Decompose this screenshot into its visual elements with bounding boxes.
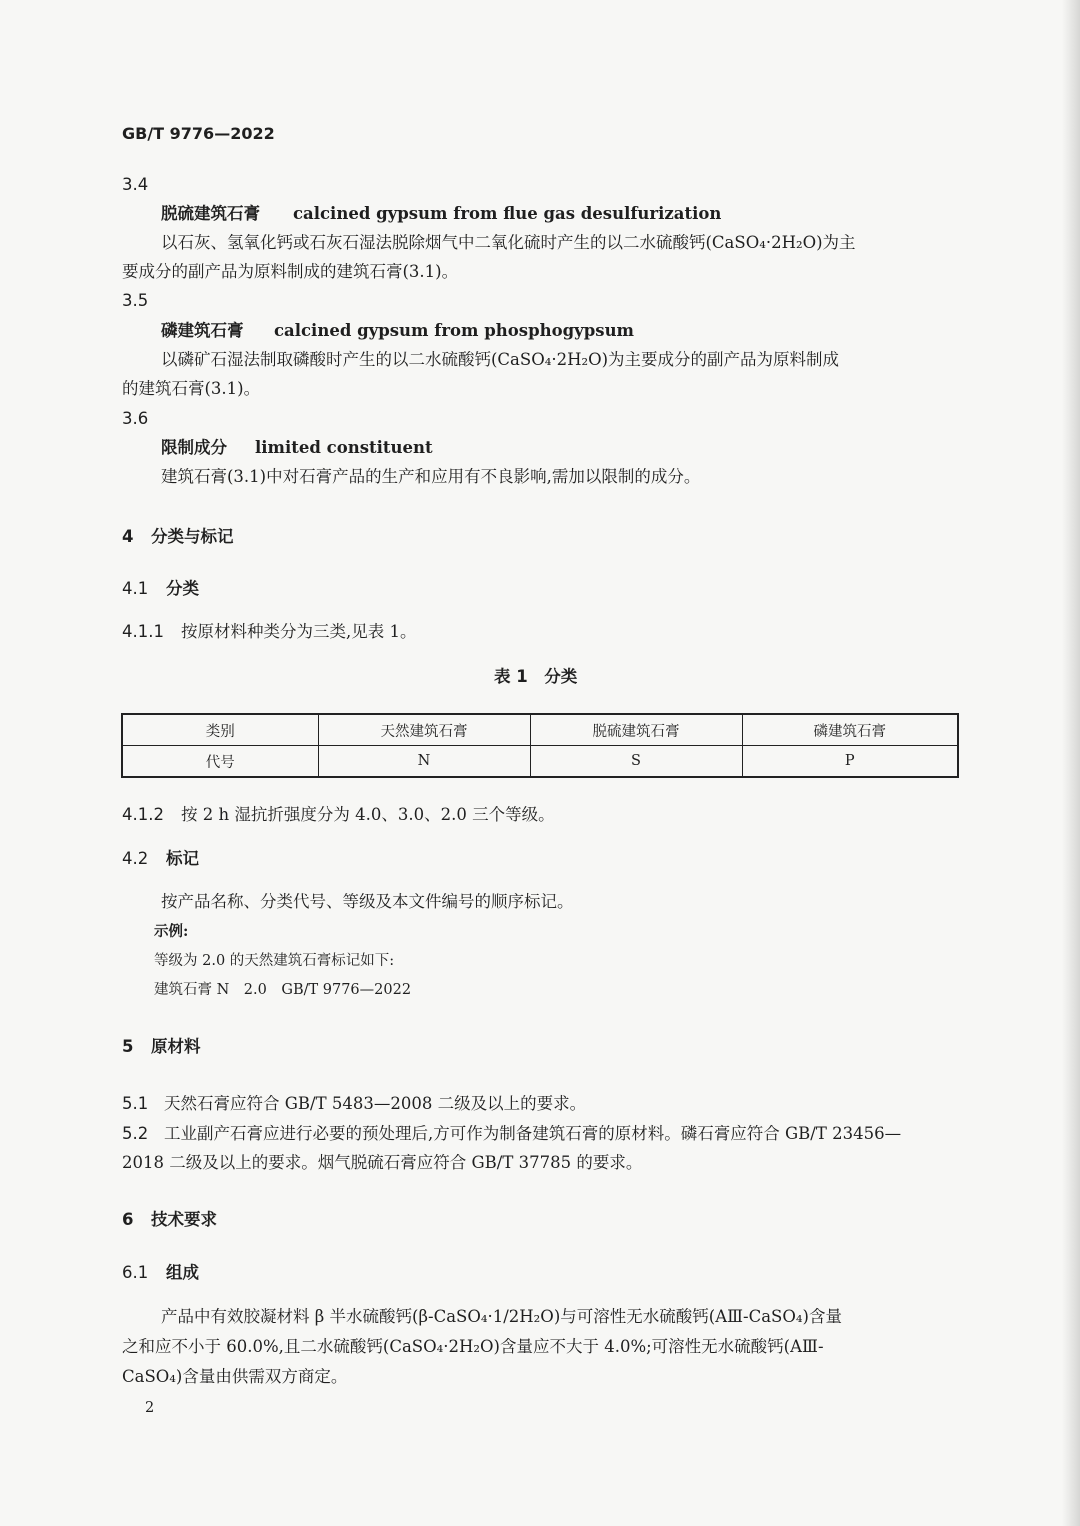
section-4-2-number: 4.2	[122, 849, 149, 868]
clause-3-4-definition-line-1: 以石灰、氢氧化钙或石灰石湿法脱除烟气中二氧化硫时产生的以二水硫酸钙(CaSO₄·2H₂O)为主	[161, 233, 856, 252]
section-5-number: 5	[122, 1037, 134, 1056]
clause-3-4-term-zh: 脱硫建筑石膏	[161, 204, 260, 223]
marking-rule-text: 按产品名称、分类代号、等级及本文件编号的顺序标记。	[161, 892, 574, 911]
table-cell: N	[318, 746, 530, 778]
clause-4-1-2-number: 4.1.2	[122, 805, 164, 824]
clause-3-6-definition: 建筑石膏(3.1)中对石膏产品的生产和应用有不良影响,需加以限制的成分。	[161, 467, 701, 486]
section-4-1-number: 4.1	[122, 579, 149, 598]
clause-3-5-term-en: calcined gypsum from phosphogypsum	[274, 321, 635, 340]
clause-3-4-definition-line-2: 要成分的副产品为原料制成的建筑石膏(3.1)。	[122, 262, 459, 281]
clause-3-6-term-zh: 限制成分	[161, 438, 227, 457]
clause-3-6-term-en: limited constituent	[255, 438, 433, 457]
section-6-number: 6	[122, 1210, 134, 1229]
clause-3-4-number: 3.4	[122, 175, 149, 194]
clause-5-2-line-2: 2018 二级及以上的要求。烟气脱硫石膏应符合 GB/T 37785 的要求。	[122, 1153, 643, 1172]
section-4-2-title: 标记	[166, 849, 199, 868]
section-4-number: 4	[122, 527, 134, 546]
page-number: 2	[145, 1400, 155, 1416]
clause-3-5-definition-line-2: 的建筑石膏(3.1)。	[122, 379, 261, 398]
clause-3-6-number: 3.6	[122, 409, 149, 428]
standard-number: GB/T 9776—2022	[122, 124, 275, 143]
clause-4-1-2-text: 按 2 h 湿抗折强度分为 4.0、3.0、2.0 三个等级。	[181, 805, 555, 824]
table-1-caption: 表 1 分类	[494, 667, 578, 686]
clause-5-2-number: 5.2	[122, 1124, 149, 1143]
table-row	[122, 714, 958, 746]
table-cell: 类别	[122, 714, 318, 746]
example-line-1: 等级为 2.0 的天然建筑石膏标记如下:	[154, 953, 395, 969]
clause-3-5-number: 3.5	[122, 291, 149, 310]
clause-3-5-term-zh: 磷建筑石膏	[161, 321, 244, 340]
example-line-2: 建筑石膏 N 2.0 GB/T 9776—2022	[154, 982, 412, 998]
table-row	[122, 746, 958, 778]
composition-line-3: CaSO₄)含量由供需双方商定。	[122, 1367, 348, 1386]
classification-table	[121, 713, 959, 778]
page-edge-shadow	[1062, 0, 1080, 1526]
clause-3-4-term-en: calcined gypsum from flue gas desulfurization	[293, 204, 722, 223]
composition-line-1: 产品中有效胶凝材料 β 半水硫酸钙(β-CaSO₄·1/2H₂O)与可溶性无水硫酸钙(AⅢ-CaSO₄)含量	[161, 1307, 842, 1326]
section-4-title: 分类与标记	[151, 527, 234, 546]
table-cell: 天然建筑石膏	[318, 714, 530, 746]
table-cell: 磷建筑石膏	[742, 714, 958, 746]
clause-5-1-number: 5.1	[122, 1094, 149, 1113]
section-6-title: 技术要求	[151, 1210, 217, 1229]
clause-4-1-1-number: 4.1.1	[122, 622, 164, 641]
section-6-1-title: 组成	[166, 1263, 199, 1282]
clause-3-5-definition-line-1: 以磷矿石湿法制取磷酸时产生的以二水硫酸钙(CaSO₄·2H₂O)为主要成分的副产品为原料制成	[161, 350, 840, 369]
section-4-1-title: 分类	[166, 579, 199, 598]
clause-4-1-1-text: 按原材料种类分为三类,见表 1。	[181, 622, 417, 641]
section-5-title: 原材料	[151, 1037, 201, 1056]
composition-line-2: 之和应不小于 60.0%,且二水硫酸钙(CaSO₄·2H₂O)含量应不大于 4.0%;可溶性无水硫酸钙(AⅢ-	[122, 1337, 824, 1356]
table-cell: S	[530, 746, 742, 778]
table-cell: P	[742, 746, 958, 778]
clause-5-1-text: 天然石膏应符合 GB/T 5483—2008 二级及以上的要求。	[164, 1094, 587, 1113]
table-cell: 脱硫建筑石膏	[530, 714, 742, 746]
table-cell: 代号	[122, 746, 318, 778]
example-label: 示例:	[154, 923, 189, 940]
clause-5-2-line-1: 工业副产石膏应进行必要的预处理后,方可作为制备建筑石膏的原材料。磷石膏应符合 GB/T 23456—	[164, 1124, 902, 1143]
section-6-1-number: 6.1	[122, 1263, 149, 1282]
